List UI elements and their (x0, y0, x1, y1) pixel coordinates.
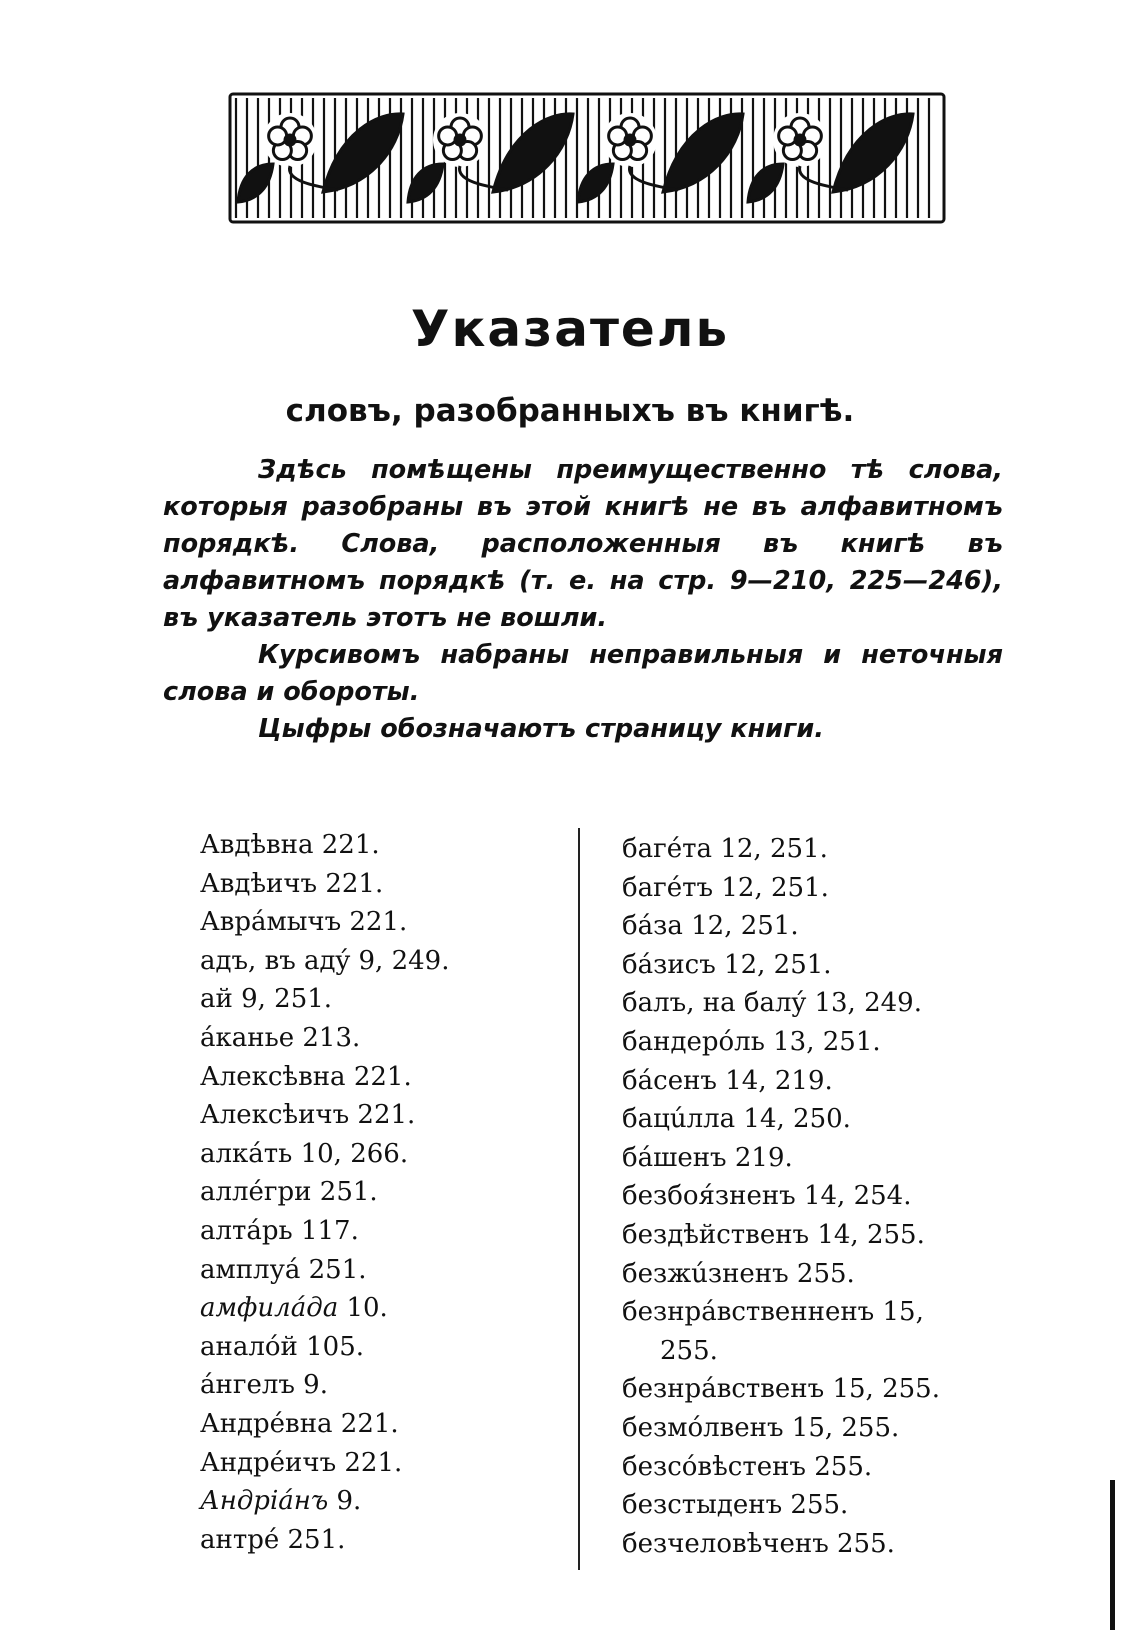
index-pages: 14, 250. (743, 1104, 851, 1135)
index-term: Андрéвна (200, 1408, 333, 1439)
index-pages: 12, 251. (724, 949, 832, 980)
index-entry (200, 1096, 570, 1135)
index-pages: 219. (734, 1142, 793, 1173)
index-term: безмóлвенъ (622, 1412, 784, 1443)
index-entry (200, 1521, 570, 1560)
index-entry (200, 865, 570, 904)
intro-paragraph: Курсивомъ набраны неправильныя и неточныя слова и обороты. (163, 640, 1003, 707)
index-pages: 9, 251. (241, 984, 333, 1015)
index-pages: 105. (306, 1331, 364, 1362)
index-entry (200, 942, 570, 981)
index-pages: 251. (319, 1177, 378, 1208)
index-term: безбоя́зненъ (622, 1181, 796, 1212)
page-title: Указатель (410, 300, 730, 358)
index-pages: 14, 254. (803, 1181, 912, 1212)
index-entry (200, 1289, 570, 1328)
index-entry (622, 1332, 1022, 1371)
index-term: безнрáвственненъ (622, 1297, 875, 1328)
index-entry (622, 1293, 1022, 1332)
index-pages: 15, 255. (791, 1412, 900, 1443)
index-pages: 117. (300, 1215, 359, 1246)
index-term: безсóвѣстенъ (622, 1451, 806, 1482)
index-term: безжúзненъ (622, 1258, 789, 1289)
index-pages: 12, 251. (721, 872, 829, 903)
intro-note (163, 452, 1003, 748)
index-term: багéтъ (622, 872, 714, 903)
index-pages: 251. (308, 1254, 367, 1285)
index-entry (200, 1173, 570, 1212)
index-term: бацúлла (622, 1104, 736, 1135)
index-term: антрé (200, 1524, 280, 1555)
index-pages: 12, 251. (720, 834, 828, 864)
index-term: Авдѣичъ (200, 868, 318, 899)
index-term: безчеловѣченъ (622, 1528, 829, 1559)
index-entry (622, 946, 1022, 985)
index-entry (200, 826, 570, 865)
index-term: бездѣйственъ (622, 1219, 810, 1250)
index-term: Авдѣвна (200, 830, 314, 860)
index-pages: 10, 266. (300, 1138, 409, 1169)
index-term: аллéгри (200, 1177, 312, 1208)
index-entry (622, 1062, 1022, 1101)
index-term: аналóй (200, 1331, 298, 1362)
index-pages: 255. (814, 1451, 873, 1482)
index-entry (200, 1058, 570, 1097)
index-entry (622, 830, 1022, 869)
index-entry (622, 984, 1022, 1023)
index-entry (200, 1019, 570, 1058)
index-entry (200, 1251, 570, 1290)
index-term: адъ, въ адý (200, 945, 351, 976)
index-pages: 10. (346, 1293, 388, 1324)
index-pages: 221. (340, 1408, 399, 1439)
index-term: бáсенъ (622, 1065, 717, 1096)
index-term: Аврáмычъ (200, 907, 342, 938)
column-divider (578, 828, 580, 1570)
index-pages: 255. (837, 1528, 895, 1559)
index-entry (200, 1444, 570, 1483)
index-pages: 221. (357, 1100, 416, 1131)
index-pages: 255. (790, 1490, 849, 1521)
index-pages: 221. (353, 1061, 412, 1092)
index-pages: 213. (302, 1022, 361, 1053)
index-term: áнгелъ (200, 1370, 295, 1401)
index-entry (622, 1177, 1022, 1216)
index-term: бáзисъ (622, 949, 716, 980)
index-entry (622, 1139, 1022, 1178)
index-term: Андрiáнъ (200, 1486, 329, 1517)
index-entry (200, 980, 570, 1019)
index-pages: 9. (303, 1370, 328, 1401)
index-term: алтáрь (200, 1215, 293, 1246)
page-edge-mark (1110, 1480, 1115, 1630)
index-term: áканье (200, 1022, 295, 1053)
index-term: бáза (622, 911, 683, 942)
index-entry (200, 1405, 570, 1444)
index-term: бандерóль (622, 1026, 765, 1057)
index-term: алкáть (200, 1138, 293, 1169)
index-entry (622, 1448, 1022, 1487)
index-column-left (200, 826, 570, 1559)
index-term: Алексѣичъ (200, 1100, 350, 1131)
index-pages: 221. (349, 907, 408, 938)
index-entry (622, 869, 1022, 908)
decorative-border-ornament (228, 92, 946, 225)
intro-paragraph: Цыфры обозначаютъ страницу книги. (258, 714, 824, 744)
index-term: безнрáвственъ (622, 1374, 825, 1405)
index-entry (200, 1135, 570, 1174)
index-pages: 13, 249. (814, 988, 922, 1019)
index-pages: 12, 251. (691, 911, 799, 942)
index-entry (622, 1216, 1022, 1255)
index-pages: 251. (287, 1524, 346, 1555)
index-entry (622, 1409, 1022, 1448)
index-entry (622, 1023, 1022, 1062)
index-entry (622, 1525, 1022, 1564)
index-entry (200, 1212, 570, 1251)
index-pages: 15, 255. (832, 1374, 940, 1405)
index-pages: 15, (882, 1297, 924, 1328)
index-term: амплуá (200, 1254, 301, 1285)
index-entry (200, 1482, 570, 1521)
index-pages: 221. (325, 868, 384, 899)
index-pages: 221. (321, 830, 380, 860)
index-term: балъ, на балý (622, 988, 807, 1019)
index-term: Алексѣвна (200, 1061, 346, 1092)
intro-paragraph: Здѣсь помѣщены преимущественно тѣ слова, которыя разобраны въ этой книгѣ не въ алфавитномъ порядкѣ. Слова, расположенныя въ книгѣ въ алфавитномъ порядкѣ (т. е. на стр. 9—210, 225—246), въ указатель этотъ не вошли. (163, 455, 1003, 633)
index-entry (200, 1328, 570, 1367)
index-pages: 221. (344, 1447, 403, 1478)
page-subtitle: словъ, разобранныхъ въ книгѣ. (285, 393, 855, 429)
index-pages: 14, 255. (817, 1219, 925, 1250)
index-pages: 9, 249. (358, 945, 450, 976)
index-entry (622, 1370, 1022, 1409)
index-entry (200, 903, 570, 942)
index-entry (622, 1486, 1022, 1525)
index-term: безстыденъ (622, 1490, 783, 1521)
index-entry (200, 1366, 570, 1405)
index-pages: 9. (336, 1486, 362, 1517)
index-pages: 13, 251. (773, 1026, 881, 1057)
index-pages: 255. (796, 1258, 855, 1289)
index-term: багéта (622, 834, 713, 864)
index-column-right (622, 830, 1022, 1563)
index-entry (622, 1100, 1022, 1139)
index-term: амфилáда (200, 1293, 339, 1324)
index-pages: 255. (660, 1335, 718, 1366)
index-pages: 14, 219. (725, 1065, 833, 1096)
index-entry (622, 1255, 1022, 1294)
index-term: Андрéичъ (200, 1447, 337, 1478)
index-entry (622, 907, 1022, 946)
index-term: ай (200, 984, 233, 1015)
index-term: бáшенъ (622, 1142, 727, 1173)
